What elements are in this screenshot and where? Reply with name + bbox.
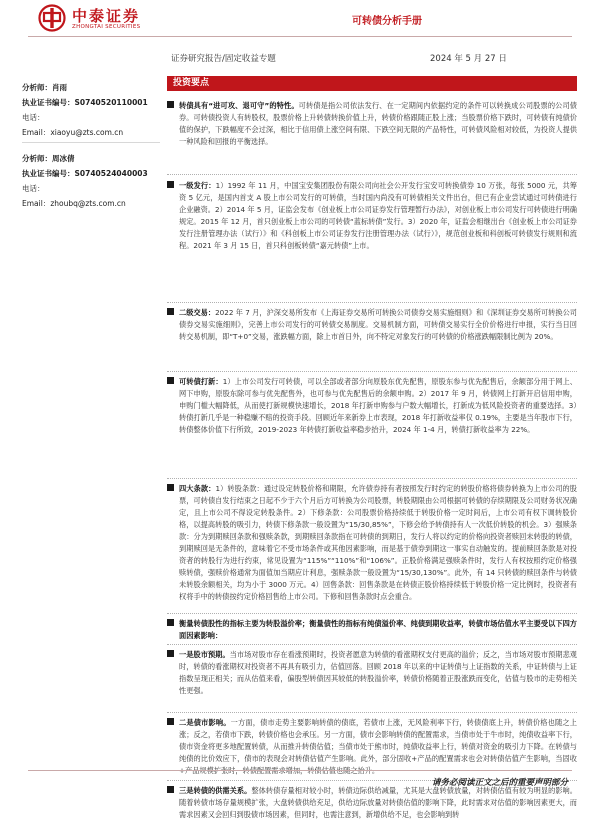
bullet-square-icon [167,181,174,188]
analyst-cert: S0740524040003 [74,169,148,178]
paragraph-text [179,307,577,343]
paragraph-lead: 二级交易： [179,308,216,317]
footer-divider [28,770,572,771]
bullet-square-icon [167,718,174,725]
company-logo [38,4,168,34]
paragraph-body: 1）上市公司发行可转债，可以全部或者部分向原股东优先配售，原股东参与优先配售后，余额部分用于网上、网下申购，原股东除可参与优先配售外，也可参与优先配售后的余额申购。2）2017 年 9 月，转债网上打新开启信用申购，申购门槛大幅降低，从而使打新规模快速增长，2018 年打新申购参与户数大幅增长，打新成为低风险投资者的重要选择。3）转债打新几乎是一种稳赚不赔的投资手段。回顾近年来新券上市表现，2018 年打新收益率仅 0.19%，主要是当年股市下行，转债整体价值下行所致，2019-2023 年转债打新收益率稳步抬升，2024 年 1-4 月，转债打新收益率为 22%。 [179,377,577,434]
paragraph-stock-market-expectation [167,649,577,697]
paragraph-lead: 可转债打新： [179,377,223,386]
document-title: 可转债分析手册 [352,16,422,27]
paragraph-lead: 衡量转债股性的指标主要为转股溢价率；衡量债性的指标有纯债溢价率、纯债到期收益率，转债市场估值水平主要受以下四方面因素影响： [179,619,577,640]
bullet-square-icon [167,101,174,108]
paragraph-text [179,100,577,148]
dotted-divider [167,371,577,372]
paragraph-primary-issuance [167,180,577,252]
analyst-name-line: 分析师：肖雨 [22,83,67,92]
paragraph-lead: 一是股市预期。 [179,650,230,659]
paragraph-body: 2022 年 7 月，沪深交易所发布《上海证券交易所可转换公司债券交易实施细则》和《深圳证券交易所可转换公司债券交易实施细则》，完善上市公司发行的可转债交易制度。交易机制方面，可转债交易实行全价价格进行申报，实行当日回转交易机制，即“T+0”交易，涨跌幅方面，除上市首日外，向不特定对象发行的可转债的价格涨跌幅限制比例为 20%。 [179,308,577,341]
zhongtai-logo-icon [38,4,66,32]
paragraph-text [179,618,577,642]
paragraph-text [179,785,577,821]
header-divider [28,36,572,37]
logo-name-en: ZHONGTAI SECURITIES [72,24,141,30]
paragraph-lead: 二是债市影响。 [179,718,231,727]
logo-name-cn: 中泰证券 [72,7,141,25]
bullet-square-icon [167,484,174,491]
report-date: 2024 年 5 月 27 日 [430,54,507,64]
analyst-phone-line: 电话： [22,113,45,122]
paragraph-feature [167,100,577,148]
paragraph-body: 可转债是指公司依法发行、在一定期间内依据约定的条件可以转换成公司股票的公司债券。可转债投资人有转股权，股票价格上升转债转换价值上升，转债价格跟随正股上涨；当股票价格下跌时，可转债有纯债价值的保护，下跌幅度不会过深，相比于信用债上涨空间有限、下跌空间无限的产品特性，可转债风险相对较低，为投资人提供一种风险和回报的平衡选择。 [179,101,577,146]
dotted-divider [167,644,577,645]
bullet-square-icon [167,308,174,315]
analyst-email-line: Email：zhoubq@zts.com.cn [22,199,126,208]
paragraph-bond-market-impact [167,717,577,777]
analyst-email[interactable]: xiaoyu@zts.com.cn [50,128,124,137]
bullet-square-icon [167,786,174,793]
paragraph-supply-demand [167,785,577,821]
dotted-divider [167,613,577,614]
analyst-cert: S0740520110001 [74,98,148,107]
analyst-sidebar [22,80,160,219]
bullet-square-icon [167,650,174,657]
paragraph-body: 整体转债存量相对较小时，转债边际供给减量，尤其是大盘转债放量，对转债估值有较为明显的影响。随着转债市场存量规模扩张，大盘转债供给充足，供给边际放量对转债估值的影响下降，此时需求对估值的影响因素更大，而需求因素又会回归到股债市场因素，但同时，也需注意到，新增供给不足，也会影响到转 [179,786,577,819]
analyst-card [22,80,160,143]
paragraph-body: 一方面，债市走势主要影响转债的债底，若债市上涨，无风险利率下行，转债债底上升，转债价格也随之上涨；反之，若债市下跌，转债价格也会承压。另一方面，债市会影响转债的配置需求，当债市处于牛市时，纯债收益率下行，债市资金将更多地配置转债，从而推升转债估值；当债市处于熊市时，纯债收益率上行，转债对资金的吸引力下降。在转债与纯债的比价效应下，债市的表现会对转债估值产生影响。此外，部分固收+产品的配置需求也会对转债估值产生影响，当固收+产品规模扩张时，转债配置需求增加，转债估值也随之抬升。 [179,718,577,775]
paragraph-lead: 四大条款： [179,484,216,493]
analyst-cert-line: 执业证书编号：S0740524040003 [22,169,148,178]
paragraph-body: 1）转股条款：通过设定转股价格和期限，允许债券持有者按照发行时约定的转股价格将债券转换为上市公司的股票，可转债自发行结束之日起不少于六个月后方可转换为公司股票，转股期限由公司根据可转债的存续期限及公司财务状况确定，且上市公司不得设定转股条件。2）下修条款：公司股票价格持续低于转股价格一定时间后，上市公司有权下调转股价格，以提高转股的吸引力，转债下修条款一般设置为“15/30,85%”，下修会给予转债持有人一次低价转股的机会。3）强赎条款：分为到期赎回条款和强赎条款，到期赎回条款指在可转债的到期日，发行人将以约定的价格向投资者赎回未转股的转债，到期赎回是无条件的，意味着它不受市场条件或其他因素影响，而是基于债券到期这一事实自动触发的。提前赎回条款是对投资者的转股行为进行约束，常见设置为“115%”“110%”和“106%”。正股价格满足强赎条件时，发行人有权按照约定价格强赎转债，强赎价格通常为面值加当期应计利息，强赎条款一般设置为“15/30,130%”。此外，有 14 只转债的赎回条件与转债未转股余额相关，均为小于 3000 万元。4）回售条款：回售条款是在转债正股价格持续低于转股价格一定比例时，投资者有权将手中的转债按约定价格回售给上市公司。下修和回售条款时点会重合。 [179,484,577,601]
paragraph-text [179,180,577,252]
paragraph-text [179,649,577,697]
page-header [0,0,600,36]
paragraph-body: 1）1992 年 11 月，中国宝安集团股份有限公司向社会公开发行宝安可转换债券 10 万张，每张 5000 元，共筹资 5 亿元，是国内首支 A 股上市公司发行的可转债，当时国内尚没有可转债相关文件出台，但已有企业尝试通过可转债进行企业融资。2）2014 年 5 月，证监会发布《创业板上市公司证券发行管理暂行办法》，对创业板上市公司发行可转债进行明确规定。2015 年 12 月，首只创业板上市公司的可转债“蓝标转债”发行。3）2020 年，证监会相继出台《创业板上市公司证券发行注册管理办法（试行）》和《科创板上市公司证券发行注册管理办法（试行）》，规范创业板和科创板可转债发行规则和流程。2021 年 3 月 15 日，首只科创板转债“嘉元转债”上市。 [179,181,577,250]
footer-disclaimer: 请务必阅读正文之后的重要声明部分 [431,778,568,788]
analyst-phone-line: 电话： [22,184,45,193]
analyst-name: 肖雨 [52,83,67,92]
analyst-email[interactable]: zhoubq@zts.com.cn [50,199,126,208]
paragraph-secondary-trading [167,307,577,343]
analyst-email-line: Email：xiaoyu@zts.com.cn [22,128,124,137]
analyst-divider [22,142,160,143]
paragraph-new-issue-subscription [167,376,577,436]
dotted-divider [167,478,577,479]
dotted-divider [167,174,577,175]
section-title-bar: 投资要点 [167,76,577,91]
paragraph-body: 当市场对股市存在看涨预期时，投资者愿意为转债的看涨期权支付更高的溢价；反之，当市场对股市预期悲观时，转债的看涨期权对投资者不再具有吸引力，估值回落。回顾 2018 年以来的中证转债与上证指数的关系，中证转债与上证指数呈现正相关；而从估值来看，偏股型转债因其较低的转股溢价率，转债价格随着正股涨跌而变化，估值与股市的走势相关性更强。 [179,650,577,695]
paragraph-four-clauses [167,483,577,603]
paragraph-lead: 一级发行： [179,181,216,190]
bullet-square-icon [167,619,174,626]
paragraph-valuation-indicators [167,618,577,642]
paragraph-text [179,483,577,603]
analyst-cert-line: 执业证书编号：S0740520110001 [22,98,148,107]
report-category: 证券研究报告/固定收益专题 [171,54,276,64]
analyst-name: 周冰倩 [52,154,75,163]
paragraph-text [179,717,577,777]
dotted-divider [167,302,577,303]
dotted-divider [167,712,577,713]
paragraph-text [179,376,577,436]
analyst-card [22,151,160,211]
paragraph-lead: 转债具有“进可攻、退可守”的特性。 [179,101,299,110]
analyst-name-line: 分析师：周冰倩 [22,154,75,163]
bullet-square-icon [167,377,174,384]
paragraph-lead: 三是转债的供需关系。 [179,786,252,795]
